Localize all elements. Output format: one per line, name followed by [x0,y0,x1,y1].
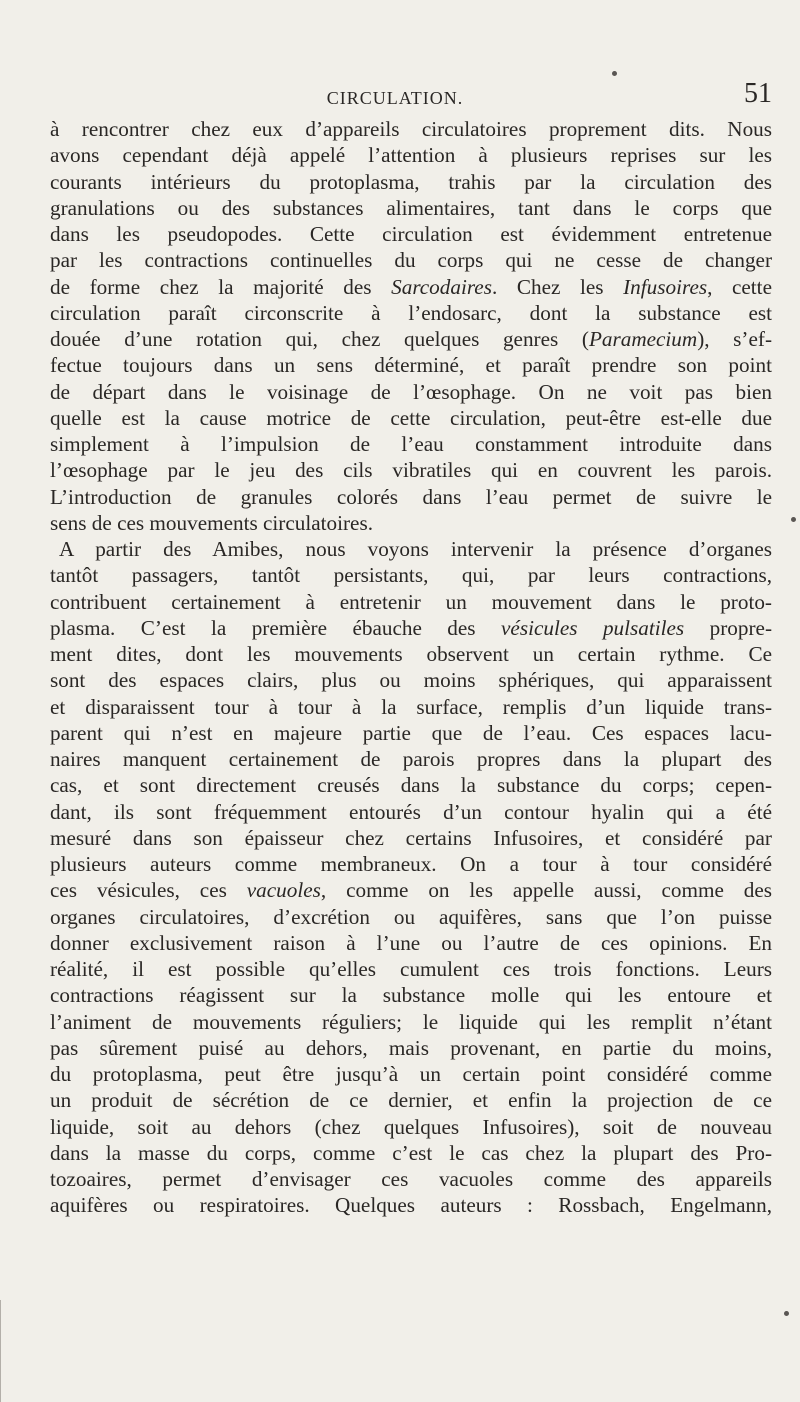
text-line: de départ dans le voisinage de l’œsophage. On ne voit pas bien [50,379,772,404]
text-line: donner exclusivement raison à l’une ou l’autre de ces opinions. En [50,930,772,955]
text-line: naires manquent certainement de parois propres dans la plupart des [50,747,772,771]
text-line: à rencontrer chez eux d’appareils circulatoires proprement dits. Nous [50,117,772,141]
body-text [50,116,772,1219]
text-line: un produit de sécrétion de ce dernier, et enfin la projection de ce [50,1088,772,1113]
text-line: douée d’une rotation qui, chez quelques genres (Paramecium), s’ef- [50,327,772,351]
text-line: L’introduction de granules colorés dans l’eau permet de suivre le [50,484,772,509]
text-line: du protoplasma, peut être jusqu’à un certain point considéré comme [50,1062,772,1086]
text-line: quelle est la cause motrice de cette circulation, peut-être est-elle due [50,405,772,430]
ink-speck [612,71,617,76]
page-number: 51 [744,78,772,109]
italic-term: Sarcodaires [391,274,492,299]
text-line: liquide, soit au dehors (chez quelques Infusoires), soit de nouveau [50,1114,772,1139]
text-line: et disparaissent tour à tour à la surface, remplis d’un liquide trans- [50,694,772,719]
page-edge [0,1300,1,1402]
page-header [18,78,772,112]
text-line: aquifères ou respiratoires. Quelques auteurs : Rossbach, Engelmann, [50,1193,772,1218]
text-line: dans la masse du corps, comme c’est le cas chez la plupart des Pro- [50,1140,772,1165]
text-line: courants intérieurs du protoplasma, trahis par la circulation des [50,169,772,194]
text-line: parent qui n’est en majeure partie que de l’eau. Ces espaces lacu- [50,720,772,745]
text-line: de forme chez la majorité des Sarcodaires. Chez les Infusoires, cette [50,274,772,299]
text-line: ces vésicules, ces vacuoles, comme on les appelle aussi, comme des [50,878,772,903]
text-line: sont des espaces clairs, plus ou moins sphériques, qui apparaissent [50,668,772,693]
text-line: circulation paraît circonscrite à l’endosarc, dont la substance est [50,300,772,325]
text-line: l’animent de mouvements réguliers; le liquide qui les remplit n’étant [50,1009,772,1034]
text-line: plasma. C’est la première ébauche des vésicules pulsatiles propre- [50,615,773,640]
text-line: contribuent certainement à entretenir un mouvement dans le proto- [50,589,772,614]
italic-term: vacuoles [246,878,321,903]
text-line: sens de ces mouvements circulatoires. [50,510,374,535]
text-line: granulations ou des substances alimentaires, tant dans le corps que [50,195,772,220]
text-line: réalité, il est possible qu’elles cumulent ces trois fonctions. Leurs [50,957,772,981]
text-line: dans les pseudopodes. Cette circulation est évidemment entretenue [50,222,772,246]
ink-speck [784,1311,789,1316]
text-line: simplement à l’impulsion de l’eau constamment introduite dans [50,432,772,456]
italic-term: Paramecium [588,327,698,351]
text-line: fectue toujours dans un sens déterminé, et paraît prendre son point [50,353,772,378]
text-line: pas sûrement puisé au dehors, mais provenant, en partie du moins, [50,1035,772,1060]
text-line: cas, et sont directement creusés dans la substance du corps; cepen- [50,773,772,798]
text-line: dant, ils sont fréquemment entourés d’un contour hyalin qui a été [50,799,772,824]
text-line: organes circulatoires, d’excrétion ou aquifères, sans que l’on puisse [50,904,772,929]
text-line: tozoaires, permet d’envisager ces vacuoles comme des appareils [50,1167,772,1191]
text-line: plusieurs auteurs comme membraneux. On a tour à tour considéré [50,852,772,876]
ink-speck [791,517,796,522]
text-line: A partir des Amibes, nous voyons intervenir la présence d’organes [59,537,772,561]
text-line: avons cependant déjà appelé l’attention à plusieurs reprises sur les [50,143,772,168]
text-line: par les contractions continuelles du corps qui ne cesse de changer [50,248,772,273]
text-line: mesuré dans son épaisseur chez certains Infusoires, et considéré par [50,825,772,850]
text-line: l’œsophage par le jeu des cils vibratiles qui en couvrent les parois. [50,458,772,483]
italic-term: Infusoires [623,274,708,299]
text-line: tantôt passagers, tantôt persistants, qui, par leurs contractions, [50,563,772,588]
text-line: contractions réagissent sur la substance molle qui les entoure et [50,983,772,1008]
text-line: ment dites, dont les mouvements observent un certain rythme. Ce [50,642,772,666]
italic-term: vésicules pulsatiles [501,615,685,640]
running-title: CIRCULATION. [326,88,464,108]
